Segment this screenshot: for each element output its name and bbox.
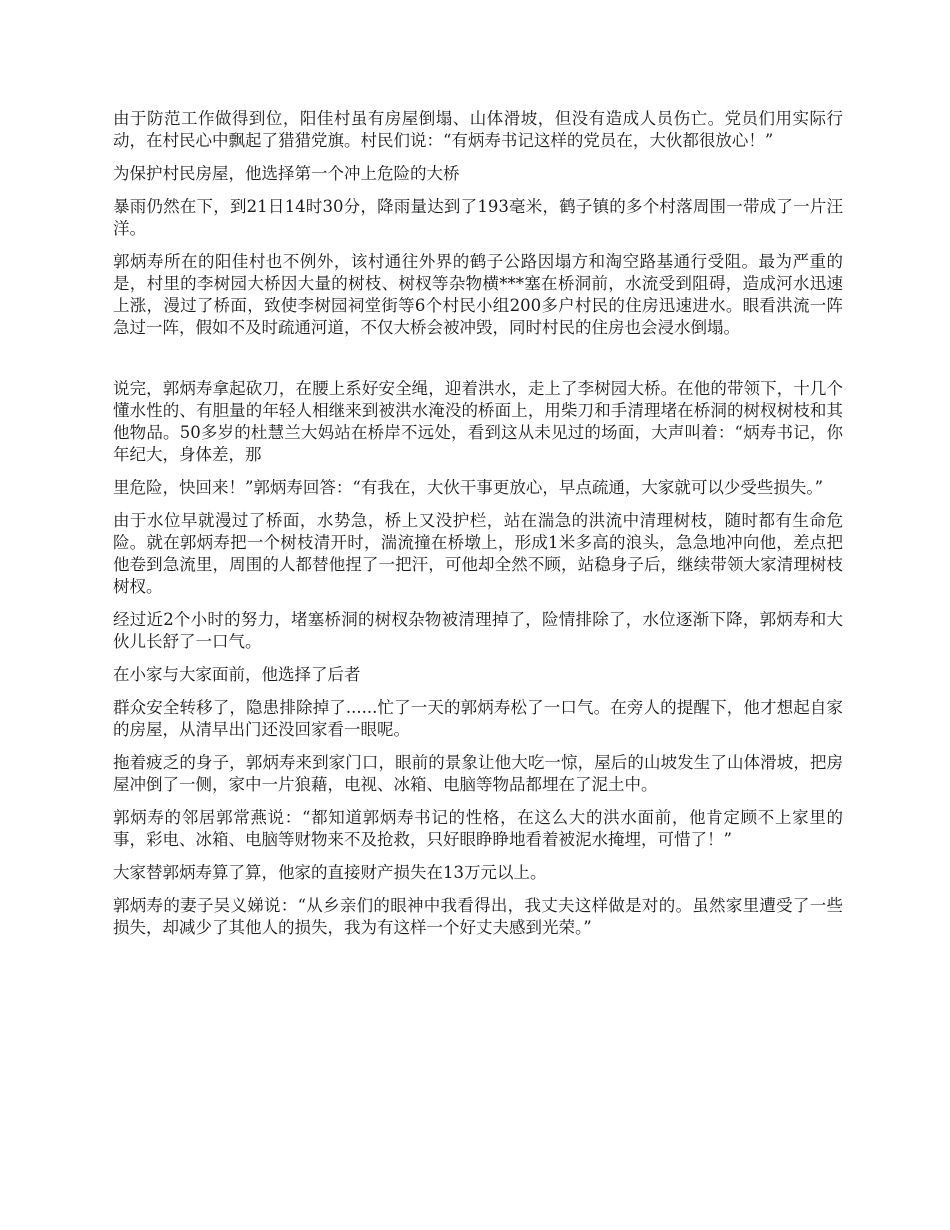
paragraph-8: 群众安全转移了，隐患排除掉了......忙了一天的郭炳寿松了一口气。在旁人的提醒下，他才想起自家的房屋，从清早出门还没回家看一眼呢。 [113, 698, 843, 739]
paragraph-7: 经过近2个小时的努力，堵塞桥洞的树杈杂物被清理掉了，险情排除了，水位逐渐下降，郭炳寿和大伙儿长舒了一口气。 [113, 610, 843, 651]
paragraph-4: 说完，郭炳寿拿起砍刀，在腰上系好安全绳，迎着洪水，走上了李树园大桥。在他的带领下，十几个懂水性的、有胆量的年轻人相继来到被洪水淹没的桥面上，用柴刀和手清理堵在桥洞的树杈树枝和其他物品。50多岁的杜慧兰大妈站在桥岸不远处，看到这从未见过的场面，大声叫着：“炳寿书记，你年纪大，身体差，那 [113, 379, 843, 464]
paragraph-11: 大家替郭炳寿算了算，他家的直接财产损失在13万元以上。 [113, 863, 547, 882]
paragraph-9: 拖着疲乏的身子，郭炳寿来到家门口，眼前的景象让他大吃一惊，屋后的山坡发生了山体滑坡，把房屋冲倒了一侧，家中一片狼藉，电视、冰箱、电脑等物品都埋在了泥土中。 [113, 753, 843, 794]
section-heading-family: 在小家与大家面前，他选择了后者 [113, 665, 361, 684]
paragraph-10: 郭炳寿的邻居郭常燕说：“都知道郭炳寿书记的性格，在这么大的洪水面前，他肯定顾不上家里的事，彩电、冰箱、电脑等财物来不及抢救，只好眼睁睁地看着被泥水掩埋，可惜了！” [113, 808, 843, 849]
paragraph-5: 里危险，快回来！”郭炳寿回答：“有我在，大伙干事更放心，早点疏通，大家就可以少受些损失。” [113, 478, 824, 497]
paragraph-12: 郭炳寿的妻子吴义娣说：“从乡亲们的眼神中我看得出，我丈夫这样做是对的。虽然家里遭受了一些损失，却减少了其他人的损失，我为有这样一个好丈夫感到光荣。” [113, 896, 843, 937]
paragraph-3: 郭炳寿所在的阳佳村也不例外，该村通往外界的鹤子公路因塌方和淘空路基通行受阻。最为严重的是，村里的李树园大桥因大量的树枝、树杈等杂物横***塞在桥洞前，水流受到阻碍，造成河水迅速上涨，漫过了桥面，致使李树园祠堂街等6个村民小组200多户村民的住房迅速进水。眼看洪流一阵急过一阵，假如不及时疏通河道，不仅大桥会被冲毁，同时村民的住房也会浸水倒塌。 [113, 252, 843, 337]
section-heading-bridge: 为保护村民房屋，他选择第一个冲上危险的大桥 [113, 164, 460, 183]
blank-gap [113, 350, 843, 378]
paragraph-1: 由于防范工作做得到位，阳佳村虽有房屋倒塌、山体滑坡，但没有造成人员伤亡。党员们用实际行动，在村民心中飘起了猎猎党旗。村民们说：“有炳寿书记这样的党员在，大伙都很放心！” [113, 109, 843, 150]
paragraph-2: 暴雨仍然在下，到21日14时30分，降雨量达到了193毫米，鹤子镇的多个村落周围一带成了一片汪洋。 [113, 197, 843, 238]
document-body [113, 108, 843, 950]
paragraph-6: 由于水位早就漫过了桥面，水势急，桥上又没护栏，站在湍急的洪流中清理树枝，随时都有生命危险。就在郭炳寿把一个树枝清开时，湍流撞在桥墩上，形成1米多高的浪头，急急地冲向他，差点把他卷到急流里，周围的人都替他捏了一把汗，可他却全然不顾，站稳身子后，继续带领大家清理树枝树杈。 [113, 511, 843, 596]
